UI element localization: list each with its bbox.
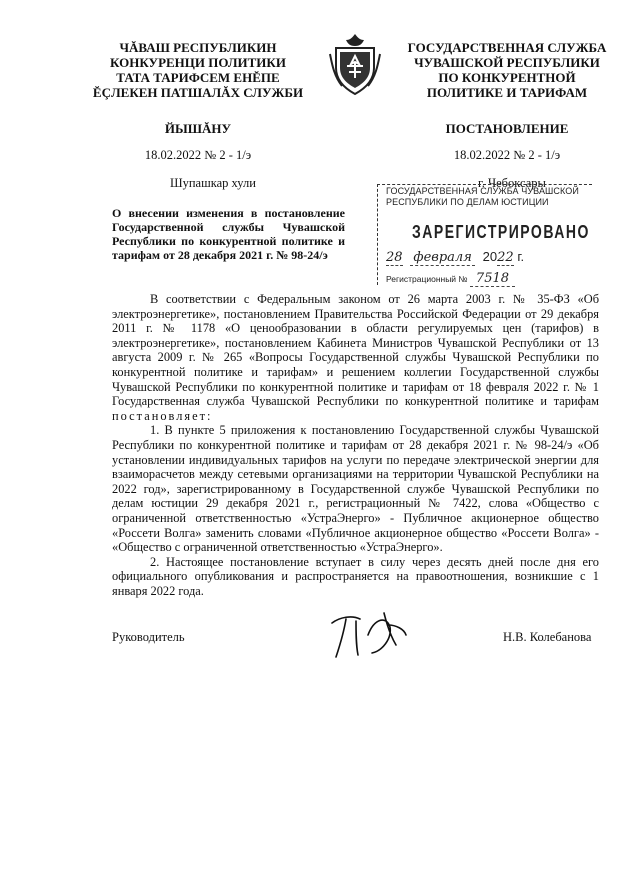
registration-stamp [377, 184, 592, 285]
coat-of-arms-icon [328, 32, 382, 96]
document-title: О внесении изменения в постановление Государственной службы Чувашской Республики по конкурентной политике и тарифам от 28 декабря 2021 г. № 98-24/э [112, 206, 345, 262]
stamp-reg-label: Регистрационный № [386, 274, 468, 284]
paragraph-item-2: 2. Настоящее постановление вступает в силу через десять дней после дня его официального опубликования и распространяется на правоотношения, возникшие с 1 января 2022 года. [112, 554, 599, 598]
doc-type-chuvash: ЙЫШĂНУ [164, 121, 232, 136]
handwritten-signature [326, 605, 416, 665]
stamp-agency: ГОСУДАРСТВЕННАЯ СЛУЖБА ЧУВАШСКОЙ РЕСПУБЛИКИ ПО ДЕЛАМ ЮСТИЦИИ [386, 186, 579, 207]
stamp-reg-value: 7518 [470, 271, 515, 287]
signatory-role: Руководитель [112, 630, 185, 644]
stamp-reg-number [386, 271, 515, 286]
header-line: ПОЛИТИКЕ И ТАРИФАМ [426, 85, 588, 100]
stamp-status: ЗАРЕГИСТРИРОВАНО [412, 221, 590, 242]
doc-number-left: 18.02.2022 № 2 - 1/э [144, 148, 252, 162]
preamble-text: В соответствии с Федеральным законом от 26 марта 2003 г. № 35-ФЗ «Об электроэнергетике», постановлением Правительства Российской Федерации от 29 декабря 2011 г. № 1178 «О ценообразовании в области регулируемых цен (тарифов) в электроэнергетике», постановлением Кабинета Министров Чувашской Республики от 13 августа 2009 г. № 265 «Вопросы Государственной службы Чувашской Республики по конкурентной политике и тарифам» и решением коллегии Государственной службы Чувашской Республики по конкурентной политике и тарифам от 18 февраля 2022 г. № 1 Государственная служба Чувашской Республики по конкурентной политике и тарифам [112, 292, 599, 409]
paragraph-item-1: 1. В пункте 5 приложения к постановлению Государственной службы Чувашской Республики по конкурентной политике и тарифам от 28 декабря 2021 г. № 98-24/э «Об установлении индивидуальных тарифов на услуги по передаче электрической энергии для взаиморасчетов между сетевыми организациями на территории Чувашской Республики на 2022 год», зарегистрированному в Государственной службе Чувашской Республики по делам юстиции 29 декабря 2021 г., регистрационный № 7422, слова «Общество с ограниченной ответственностью «УстраЭнерго» - Публичное акционерное общество «Россети Волга» заменить словами «Публичное акционерное общество «Россети Волга» - «Общество с ограниченной ответственностью «УстраЭнерго». [112, 423, 599, 555]
doc-type-russian: ПОСТАНОВЛЕНИЕ [445, 121, 569, 136]
header-line: ПО КОНКУРЕНТНОЙ [438, 70, 576, 85]
header-line: ЧĂВАШ РЕСПУБЛИКИН [119, 40, 277, 55]
header-line: ТАТА ТАРИФСЕМ ЕНĔПЕ [116, 70, 280, 85]
paragraph-preamble [112, 292, 599, 423]
doc-number-right: 18.02.2022 № 2 - 1/э [453, 148, 561, 162]
header-chuvash [83, 40, 313, 100]
header-line: ЧУВАШСКОЙ РЕСПУБЛИКИ [414, 55, 600, 70]
header-russian [392, 40, 622, 100]
signatory-name: Н.В. Колебанова [503, 630, 592, 644]
preamble-decree: постановляет: [112, 408, 213, 423]
stamp-month: февраля [413, 250, 472, 265]
stamp-year-label: г. [517, 249, 525, 264]
document-body [112, 292, 599, 598]
city-russian: г. Чебоксары [478, 176, 546, 190]
header-line: ГОСУДАРСТВЕННАЯ СЛУЖБА [407, 40, 607, 55]
header-line: ĔÇЛЕКЕН ПАТШАЛĂХ СЛУЖБИ [92, 85, 304, 100]
header-line: КОНКУРЕНЦИ ПОЛИТИКИ [110, 55, 286, 70]
stamp-date [386, 249, 592, 266]
stamp-year-suffix: 22 [497, 250, 514, 265]
stamp-day: 28 [386, 250, 403, 265]
city-chuvash: Шупашкар хули [170, 176, 256, 190]
stamp-year-prefix: 20 [482, 249, 498, 264]
